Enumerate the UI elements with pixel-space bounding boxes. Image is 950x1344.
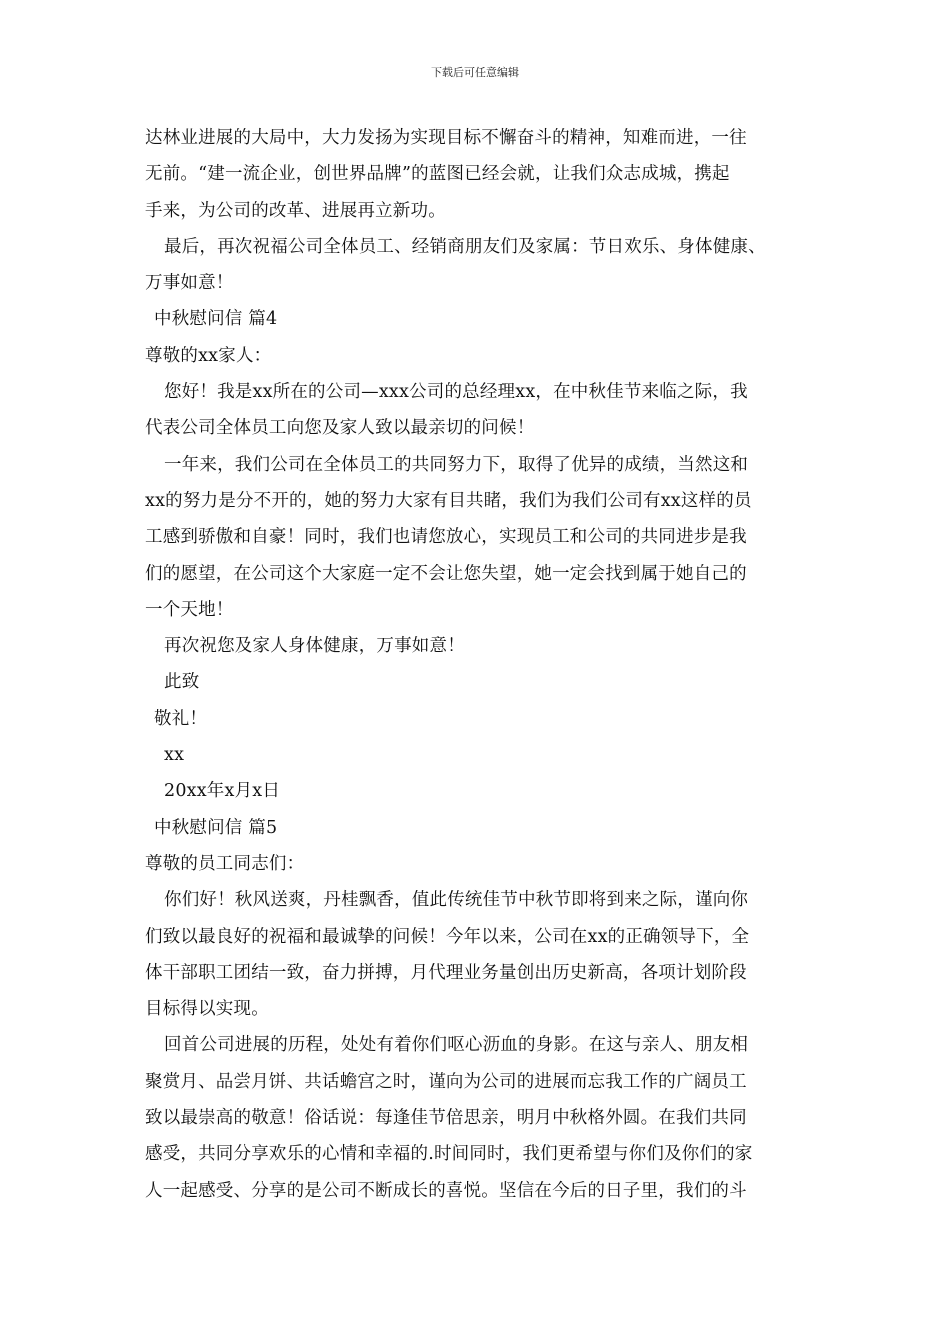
text-line: 达林业进展的大局中，大力发扬为实现目标不懈奋斗的精神，知难而进，一往 — [145, 128, 747, 148]
text-line: xx的努力是分不开的，她的努力大家有目共睹，我们为我们公司有xx这样的员 — [145, 490, 752, 511]
text-line: 万事如意！ — [145, 273, 234, 294]
text-line: 聚赏月、品尝月饼、共话蟾宫之时，谨向为公司的进展而忘我工作的广阔员工 — [145, 1071, 747, 1092]
text-line: 您好！我是xx所在的公司—xxx公司的总经理xx，在中秋佳节来临之际，我 — [164, 382, 748, 403]
text-line: 中秋慰问信 篇4 — [154, 309, 278, 330]
text-line: 体干部职工团结一致，奋力拼搏，月代理业务量创出历史新高，各项计划阶段 — [145, 962, 747, 983]
text-line: 感受，共同分享欢乐的心情和幸福的.时间同时，我们更希望与你们及你们的家 — [145, 1144, 753, 1165]
page-header: 下载后可任意编辑 — [431, 66, 519, 79]
text-line: 致以最崇高的敬意！俗话说：每逢佳节倍思亲，明月中秋格外圆。在我们共同 — [145, 1108, 747, 1129]
text-line: 尊敬的xx家人： — [145, 345, 272, 366]
text-line: 们致以最良好的祝福和最诚挚的问候！今年以来，公司在xx的正确领导下，全 — [145, 926, 750, 947]
text-line: 20xx年x月x日 — [164, 781, 281, 802]
text-line: 代表公司全体员工向您及家人致以最亲切的问候！ — [145, 418, 535, 439]
text-line: 中秋慰问信 篇5 — [154, 817, 278, 838]
text-line: 手来，为公司的改革、进展再立新功。 — [145, 200, 446, 221]
text-line: 目标得以实现。 — [145, 999, 269, 1020]
text-line: 人一起感受、分享的是公司不断成长的喜悦。坚信在今后的日子里，我们的斗 — [145, 1180, 747, 1201]
text-line: 敬礼！ — [154, 708, 208, 729]
text-line: 此致 — [164, 672, 200, 693]
text-line: 最后，再次祝福公司全体员工、经销商朋友们及家属：节日欢乐、身体健康、 — [164, 236, 766, 257]
text-line: 尊敬的员工同志们： — [145, 853, 305, 874]
text-line: 你们好！秋风送爽，丹桂飘香，值此传统佳节中秋节即将到来之际，谨向你 — [164, 890, 749, 911]
text-line: 一个天地！ — [145, 599, 234, 620]
text-line: 再次祝您及家人身体健康，万事如意！ — [164, 636, 465, 657]
text-line: 工感到骄傲和自豪！同时，我们也请您放心，实现员工和公司的共同进步是我 — [145, 527, 747, 548]
text-line: 无前。“建一流企业，创世界品牌”的蓝图已经会就，让我们众志成城，携起 — [145, 164, 730, 185]
text-line: 一年来，我们公司在全体员工的共同努力下，取得了优异的成绩，当然这和 — [164, 454, 749, 475]
text-line: 回首公司进展的历程，处处有着你们呕心沥血的身影。在这与亲人、朋友相 — [164, 1035, 749, 1056]
document-body — [145, 120, 825, 1209]
text-line: 们的愿望，在公司这个大家庭一定不会让您失望，她一定会找到属于她自己的 — [145, 563, 747, 584]
text-line: xx — [164, 745, 185, 766]
